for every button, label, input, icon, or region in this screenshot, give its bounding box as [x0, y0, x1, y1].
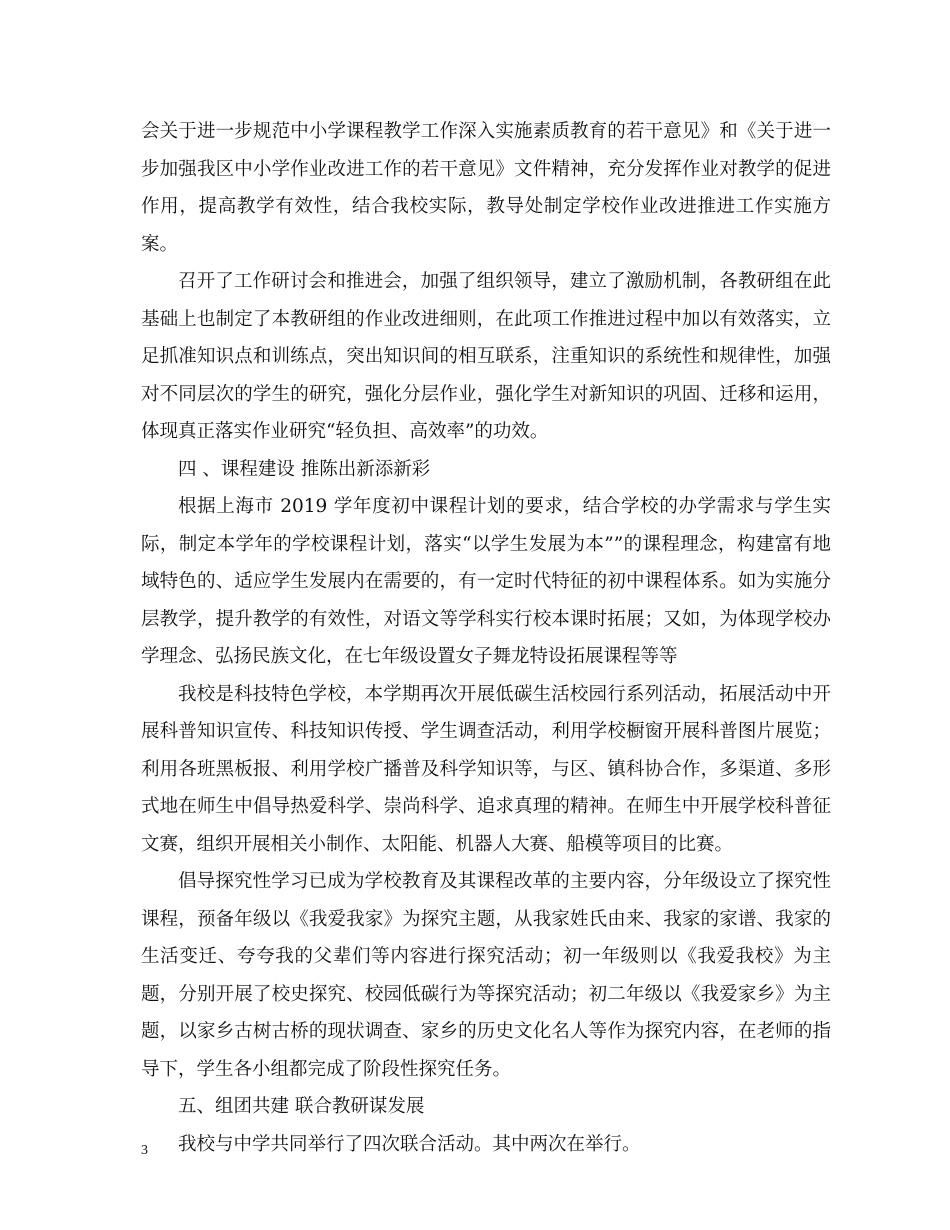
page-number: 3 — [141, 1143, 148, 1158]
section-heading-curriculum: 四 、课程建设 推陈出新添新彩 — [178, 458, 431, 480]
paragraph-curriculum-plan: 根据上海市 2019 学年度初中课程计划的要求，结合学校的办学需求与学生实际，制定本学年的学校课程计划，落实“以学生发展为本””的课程理念，构建富有地域特色的、适应学生发展内在需要的，有一定时代特征的初中课程体系。如为实施分层教学，提升教学的有效性，对语文等学科实行校本课时拓展；又如，为体现学校办学理念、弘扬民族文化，在七年级设置女子舞龙特设拓展课程等等 — [141, 496, 831, 667]
paragraph-science-activities: 我校是科技特色学校，本学期再次开展低碳生活校园行系列活动，拓展活动中开展科普知识宣传、科技知识传授、学生调查活动，利用学校橱窗开展科普图片展览；利用各班黑板报、利用学校广播普及科学知识等，与区、镇科协合作，多渠道、多形式地在师生中倡导热爱科学、崇尚科学、追求真理的精神。在师生中开展学校科普征文赛，组织开展相关小制作、太阳能、机器人大赛、船模等项目的比赛。 — [141, 683, 831, 855]
paragraph-continuation: 会关于进一步规范中小学课程教学工作深入实施素质教育的若干意见》和《关于进一步加强我区中小学作业改进工作的若干意见》文件精神，充分发挥作业对教学的促进作用，提高教学有效性，结合我校实际，教导处制定学校作业改进推进工作实施方案。 — [141, 121, 831, 255]
paragraph-inquiry-learning: 倡导探究性学习已成为学校教育及其课程改革的主要内容，分年级设立了探究性课程，预备年级以《我爱我家》为探究主题，从我家姓氏由来、我家的家谱、我家的生活变迁、夸夸我的父辈们等内容进行探究活动；初一年级则以《我爱我校》为主题，分别开展了校史探究、校园低碳行为等探究活动；初二年级以《我爱家乡》为主题，以家乡古树古桥的现状调查、家乡的历史文化名人等作为探究内容，在老师的指导下，学生各小组都完成了阶段性探究任务。 — [141, 871, 831, 1080]
section-heading-joint-research: 五、组团共建 联合教研谋发展 — [178, 1096, 425, 1117]
document-body — [141, 113, 831, 1163]
paragraph-joint-activities: 我校与中学共同举行了四次联合活动。其中两次在举行。 — [178, 1133, 641, 1155]
paragraph-homework-reform: 召开了工作研讨会和推进会，加强了组织领导，建立了激励机制，各教研组在此基础上也制定了本教研组的作业改进细则，在此项工作推进过程中加以有效落实，立足抓准知识点和训练点，突出知识间的相互联系，注重知识的系统性和规律性，加强对不同层次的学生的研究，强化分层作业，强化学生对新知识的巩固、迁移和运用，体现真正落实作业研究“轻负担、高效率”的功效。 — [141, 271, 831, 442]
